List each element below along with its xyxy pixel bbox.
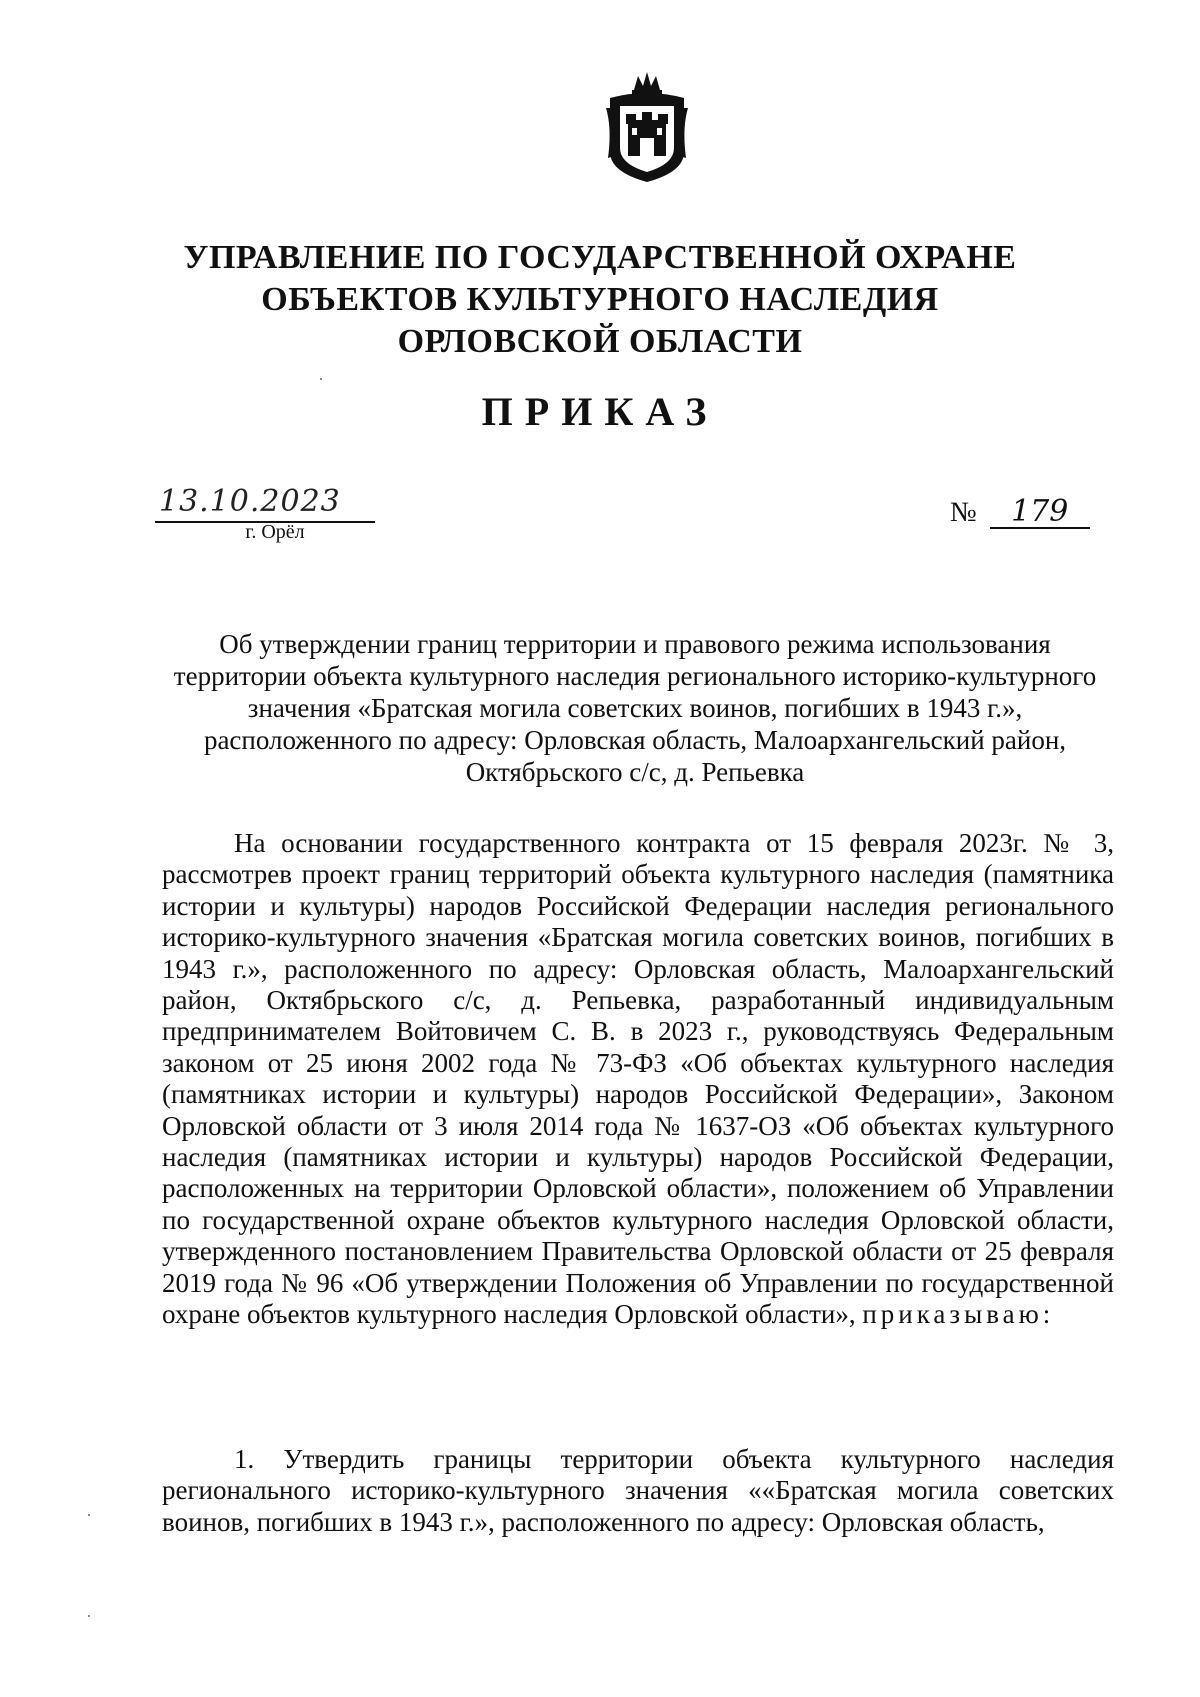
- document-type-title: ПРИКАЗ: [481, 389, 719, 434]
- scan-speck: [320, 378, 322, 380]
- order-word: приказываю:: [862, 1299, 1055, 1330]
- handwritten-number: 179: [990, 497, 1090, 529]
- order-subject: [155, 628, 1115, 788]
- scan-speck: [88, 1615, 90, 1617]
- subject-line-5: Октябрьского с/с, д. Репьевка: [465, 757, 805, 787]
- item-1-text: 1. Утвердить границы территории объекта культурного наследия регионального историко-культурного значения ««Братская могила советских воинов, погибших в 1943 г.», расположенного по адресу: Орловская область,: [162, 1444, 1114, 1537]
- scan-speck: [88, 1514, 90, 1516]
- date-block: [155, 485, 375, 544]
- basis-paragraph: [162, 828, 1114, 1331]
- subject-line-4: расположенного по адресу: Орловская область, Малоархангельский район,: [203, 725, 1067, 755]
- organization-name: [150, 237, 1050, 363]
- subject-line-2: территории объекта культурного наследия регионального историко-культурного: [173, 661, 1097, 691]
- coat-of-arms-icon: [604, 68, 690, 186]
- org-line-1: УПРАВЛЕНИЕ ПО ГОСУДАРСТВЕННОЙ ОХРАНЕ: [183, 239, 1017, 276]
- subject-line-1: Об утверждении границ территории и правового режима использования: [219, 629, 1051, 659]
- city-label: г. Орёл: [245, 521, 305, 543]
- subject-line-3: значения «Братская могила советских воинов, погибших в 1943 г.»,: [247, 693, 1023, 723]
- handwritten-date: 13.10.2023: [155, 485, 375, 523]
- item-1-paragraph: [162, 1444, 1114, 1538]
- number-sign: №: [950, 497, 977, 528]
- order-number-block: [950, 494, 1100, 529]
- org-line-3: ОРЛОВСКОЙ ОБЛАСТИ: [397, 323, 803, 360]
- org-line-2: ОБЪЕКТОВ КУЛЬТУРНОГО НАСЛЕДИЯ: [261, 281, 939, 318]
- basis-text: На основании государственного контракта от 15 февраля 2023г. № 3, рассмотрев проект границ территорий объекта культурного наследия (памятника истории и культуры) народов Российской Федерации наследия регионального историко-культурного значения «Братская могила советских воинов, погибших в 1943 г.», расположенного по адресу: Орловская область, Малоархангельский район, Октябрьского с/с, д. Репьевка, разработанный индивидуальным предпринимателем Войтовичем С. В. в 2023 г., руководствуясь Федеральным законом от 25 июня 2002 года № 73-ФЗ «Об объектах культурного наследия (памятниках истории и культуры) народов Российской Федерации», Законом Орловской области от 3 июля 2014 года № 1637-ОЗ «Об объектах культурного наследия (памятниках истории и культуры) народов Российской Федерации, расположенных на территории Орловской области», положением об Управлении по государственной охране объектов культурного наследия Орловской области, утвержденного постановлением Правительства Орловской области от 25 февраля 2019 года № 96 «Об утверждении Положения об Управлении по государственной охране объектов культурного наследия Орловской области»,: [162, 828, 1114, 1330]
